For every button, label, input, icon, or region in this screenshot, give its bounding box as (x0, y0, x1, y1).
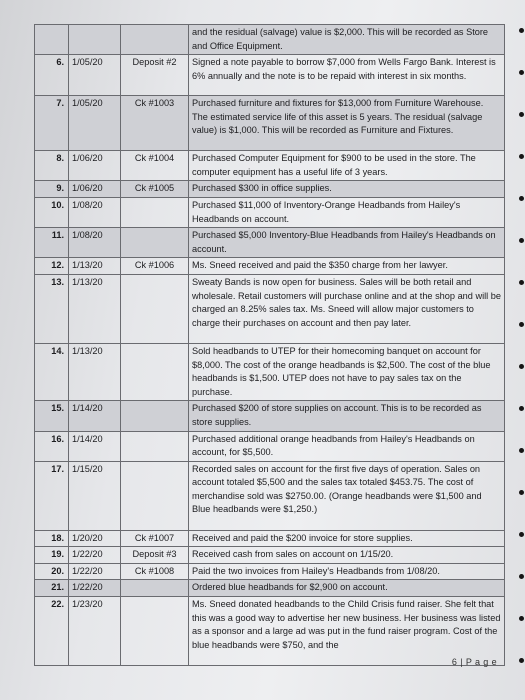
row-description: Ms. Sneed received and paid the $350 charge from her lawyer. (189, 258, 505, 275)
row-date: 1/05/20 (69, 55, 121, 96)
row-date: 1/20/20 (69, 530, 121, 547)
row-number: 22. (35, 597, 69, 666)
row-number: 8. (35, 151, 69, 181)
row-number: 12. (35, 258, 69, 275)
row-description: Purchased additional orange headbands from Hailey's Headbands on account, for $5,500. (189, 431, 505, 461)
row-description: Purchased furniture and fixtures for $13,000 from Furniture Warehouse. The estimated service life of this asset is 5 years. The residual (salvage value) is $1,000. This will be recorded as Furniture and Fixtures. (189, 96, 505, 151)
row-description: Sold headbands to UTEP for their homecoming banquet on account for $8,000. The cost of the orange headbands is $2,500. The cost of the blue headbands is $1,500. UTEP does not have to pay sales tax on the purchase. (189, 343, 505, 400)
row-number: 10. (35, 197, 69, 227)
row-number: 14. (35, 343, 69, 400)
row-description: Received and paid the $200 invoice for store supplies. (189, 530, 505, 547)
row-reference (121, 343, 189, 400)
table-row (35, 597, 505, 666)
row-number (35, 25, 69, 55)
transactions-body (35, 25, 505, 666)
table-row (35, 563, 505, 580)
row-date: 1/14/20 (69, 431, 121, 461)
row-date: 1/15/20 (69, 461, 121, 530)
row-reference: Ck #1004 (121, 151, 189, 181)
table-row (35, 25, 505, 55)
row-number: 18. (35, 530, 69, 547)
row-date: 1/06/20 (69, 181, 121, 198)
table-row (35, 547, 505, 564)
row-description: Purchased $200 of store supplies on account. This is to be recorded as store supplies. (189, 401, 505, 431)
row-description: Received cash from sales on account on 1/15/20. (189, 547, 505, 564)
row-reference: Ck #1003 (121, 96, 189, 151)
row-date: 1/08/20 (69, 197, 121, 227)
row-date: 1/23/20 (69, 597, 121, 666)
row-date: 1/13/20 (69, 343, 121, 400)
row-date: 1/22/20 (69, 580, 121, 597)
row-number: 16. (35, 431, 69, 461)
table-row (35, 580, 505, 597)
row-number: 17. (35, 461, 69, 530)
row-description: and the residual (salvage) value is $2,000. This will be recorded as Store and Office Equipment. (189, 25, 505, 55)
row-description: Signed a note payable to borrow $7,000 from Wells Fargo Bank. Interest is 6% annually and the note is to be repaid with interest in six months. (189, 55, 505, 96)
row-reference: Ck #1008 (121, 563, 189, 580)
table-row (35, 55, 505, 96)
table-row (35, 401, 505, 431)
row-reference: Deposit #2 (121, 55, 189, 96)
table-row (35, 461, 505, 530)
row-description: Ordered blue headbands for $2,900 on account. (189, 580, 505, 597)
row-description: Sweaty Bands is now open for business. Sales will be both retail and wholesale. Retail customers will purchase online and at the shop and will be charged an 8.25% sales tax. Ms. Sneed will allow major customers to charge their purchases on account and then pay later. (189, 274, 505, 343)
table-row (35, 197, 505, 227)
row-number: 15. (35, 401, 69, 431)
row-number: 19. (35, 547, 69, 564)
table-row (35, 530, 505, 547)
row-reference (121, 597, 189, 666)
row-date (69, 25, 121, 55)
row-number: 6. (35, 55, 69, 96)
row-description: Ms. Sneed donated headbands to the Child Crisis fund raiser. She felt that this was a good way to advertise her new business. Her business was listed as a sponsor and a large ad was put in the fund raiser program. Cost of the blue headbands were $750, and the (189, 597, 505, 666)
row-reference (121, 431, 189, 461)
row-reference: Ck #1005 (121, 181, 189, 198)
row-number: 7. (35, 96, 69, 151)
row-reference: Ck #1007 (121, 530, 189, 547)
row-reference: Ck #1006 (121, 258, 189, 275)
row-reference (121, 25, 189, 55)
table-row (35, 343, 505, 400)
row-date: 1/22/20 (69, 547, 121, 564)
row-date: 1/06/20 (69, 151, 121, 181)
row-reference (121, 461, 189, 530)
row-description: Paid the two invoices from Hailey's Headbands from 1/08/20. (189, 563, 505, 580)
row-reference (121, 401, 189, 431)
page-number: 6 | P a g e (451, 657, 497, 667)
binder-holes (517, 0, 525, 700)
row-reference (121, 228, 189, 258)
table-row (35, 96, 505, 151)
table-row (35, 431, 505, 461)
row-description: Purchased $300 in office supplies. (189, 181, 505, 198)
row-number: 11. (35, 228, 69, 258)
row-number: 13. (35, 274, 69, 343)
row-description: Recorded sales on account for the first five days of operation. Sales on account totaled $5,500 and the sales tax totaled $453.75. The cost of merchandise sold was $2750.00. (Orange headbands were $1,500 and Blue headbands were $1,250.) (189, 461, 505, 530)
row-description: Purchased $5,000 Inventory-Blue Headbands from Hailey's Headbands on account. (189, 228, 505, 258)
row-date: 1/13/20 (69, 274, 121, 343)
row-reference (121, 197, 189, 227)
row-date: 1/13/20 (69, 258, 121, 275)
table-row (35, 228, 505, 258)
row-date: 1/08/20 (69, 228, 121, 258)
row-reference (121, 274, 189, 343)
table-row (35, 181, 505, 198)
row-number: 9. (35, 181, 69, 198)
row-description: Purchased Computer Equipment for $900 to be used in the store. The computer equipment has a useful life of 3 years. (189, 151, 505, 181)
row-description: Purchased $11,000 of Inventory-Orange Headbands from Hailey's Headbands on account. (189, 197, 505, 227)
table-row (35, 274, 505, 343)
row-date: 1/22/20 (69, 563, 121, 580)
row-date: 1/14/20 (69, 401, 121, 431)
row-number: 21. (35, 580, 69, 597)
transactions-table (34, 24, 505, 666)
table-row (35, 258, 505, 275)
table-row (35, 151, 505, 181)
row-date: 1/05/20 (69, 96, 121, 151)
row-reference: Deposit #3 (121, 547, 189, 564)
row-number: 20. (35, 563, 69, 580)
row-reference (121, 580, 189, 597)
